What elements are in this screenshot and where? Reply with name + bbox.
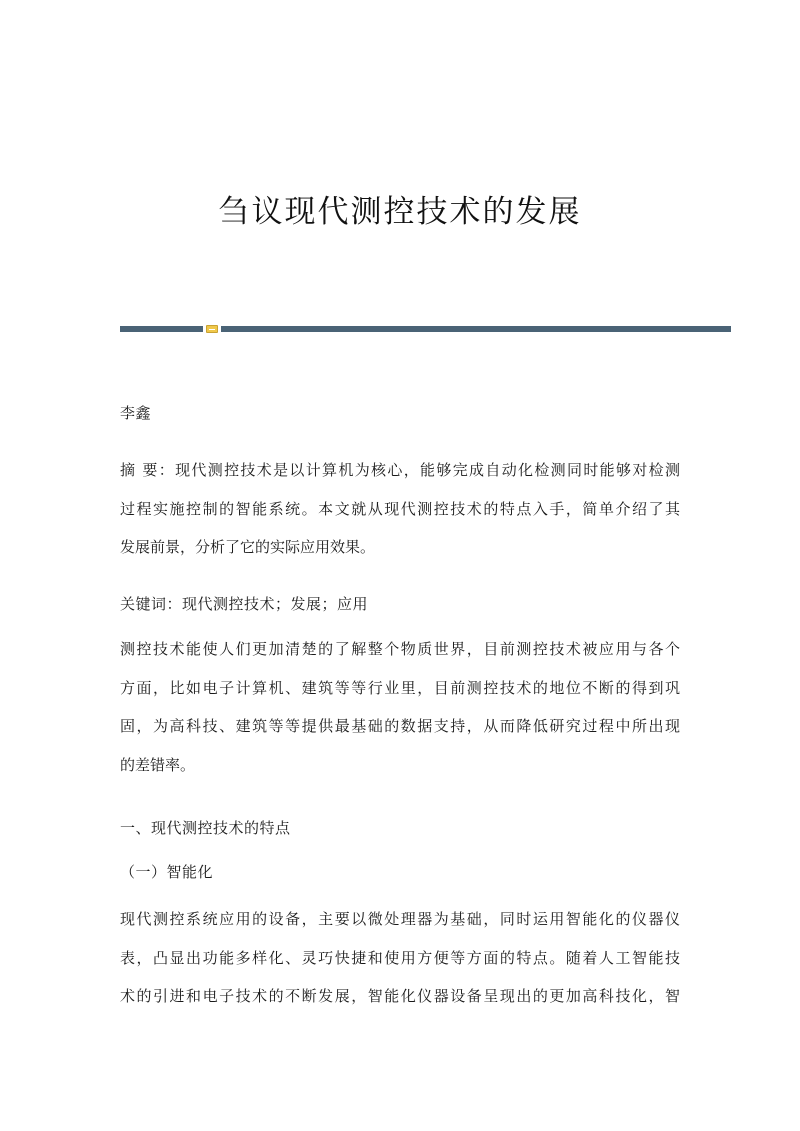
subsection-line: 术的引进和电子技术的不断发展，智能化仪器设备呈现出的更加高科技化，智 — [120, 987, 680, 1005]
abstract-line: 过程实施控制的智能系统。本文就从现代测控技术的特点入手，简单介绍了其 — [120, 499, 680, 518]
intro-line: 的差错率。 — [120, 755, 196, 774]
divider-right-segment — [221, 326, 731, 332]
divider-left-segment — [120, 326, 203, 332]
subsection-paragraph — [120, 900, 680, 1016]
abstract-line: 摘 要：现代测控技术是以计算机为核心，能够完成自动化检测同时能够对检测 — [120, 461, 680, 479]
abstract — [120, 451, 680, 567]
document-title: 刍议现代测控技术的发展 — [218, 194, 582, 230]
section-heading: 一、现代测控技术的特点 — [120, 819, 291, 837]
subsection-line: 表，凸显出功能多样化、灵巧快捷和使用方便等方面的特点。随着人工智能技 — [120, 948, 680, 967]
subsection-heading: （一）智能化 — [120, 863, 214, 881]
intro-paragraph — [120, 630, 680, 784]
subsection-line: 现代测控系统应用的设备，主要以微处理器为基础，同时运用智能化的仪器仪 — [120, 910, 680, 928]
intro-line: 方面，比如电子计算机、建筑等等行业里，目前测控技术的地位不断的得到巩 — [120, 678, 680, 697]
title-divider — [120, 325, 731, 333]
author-name: 李鑫 — [120, 404, 152, 422]
intro-line: 测控技术能使人们更加清楚的了解整个物质世界，目前测控技术被应用与各个 — [120, 640, 680, 658]
abstract-line: 发展前景，分析了它的实际应用效果。 — [120, 538, 376, 556]
intro-line: 固，为高科技、建筑等等提供最基础的数据支持，从而降低研究过程中所出现 — [120, 717, 680, 735]
keywords: 关键词：现代测控技术；发展；应用 — [120, 595, 369, 613]
divider-ornament-icon — [206, 325, 218, 333]
